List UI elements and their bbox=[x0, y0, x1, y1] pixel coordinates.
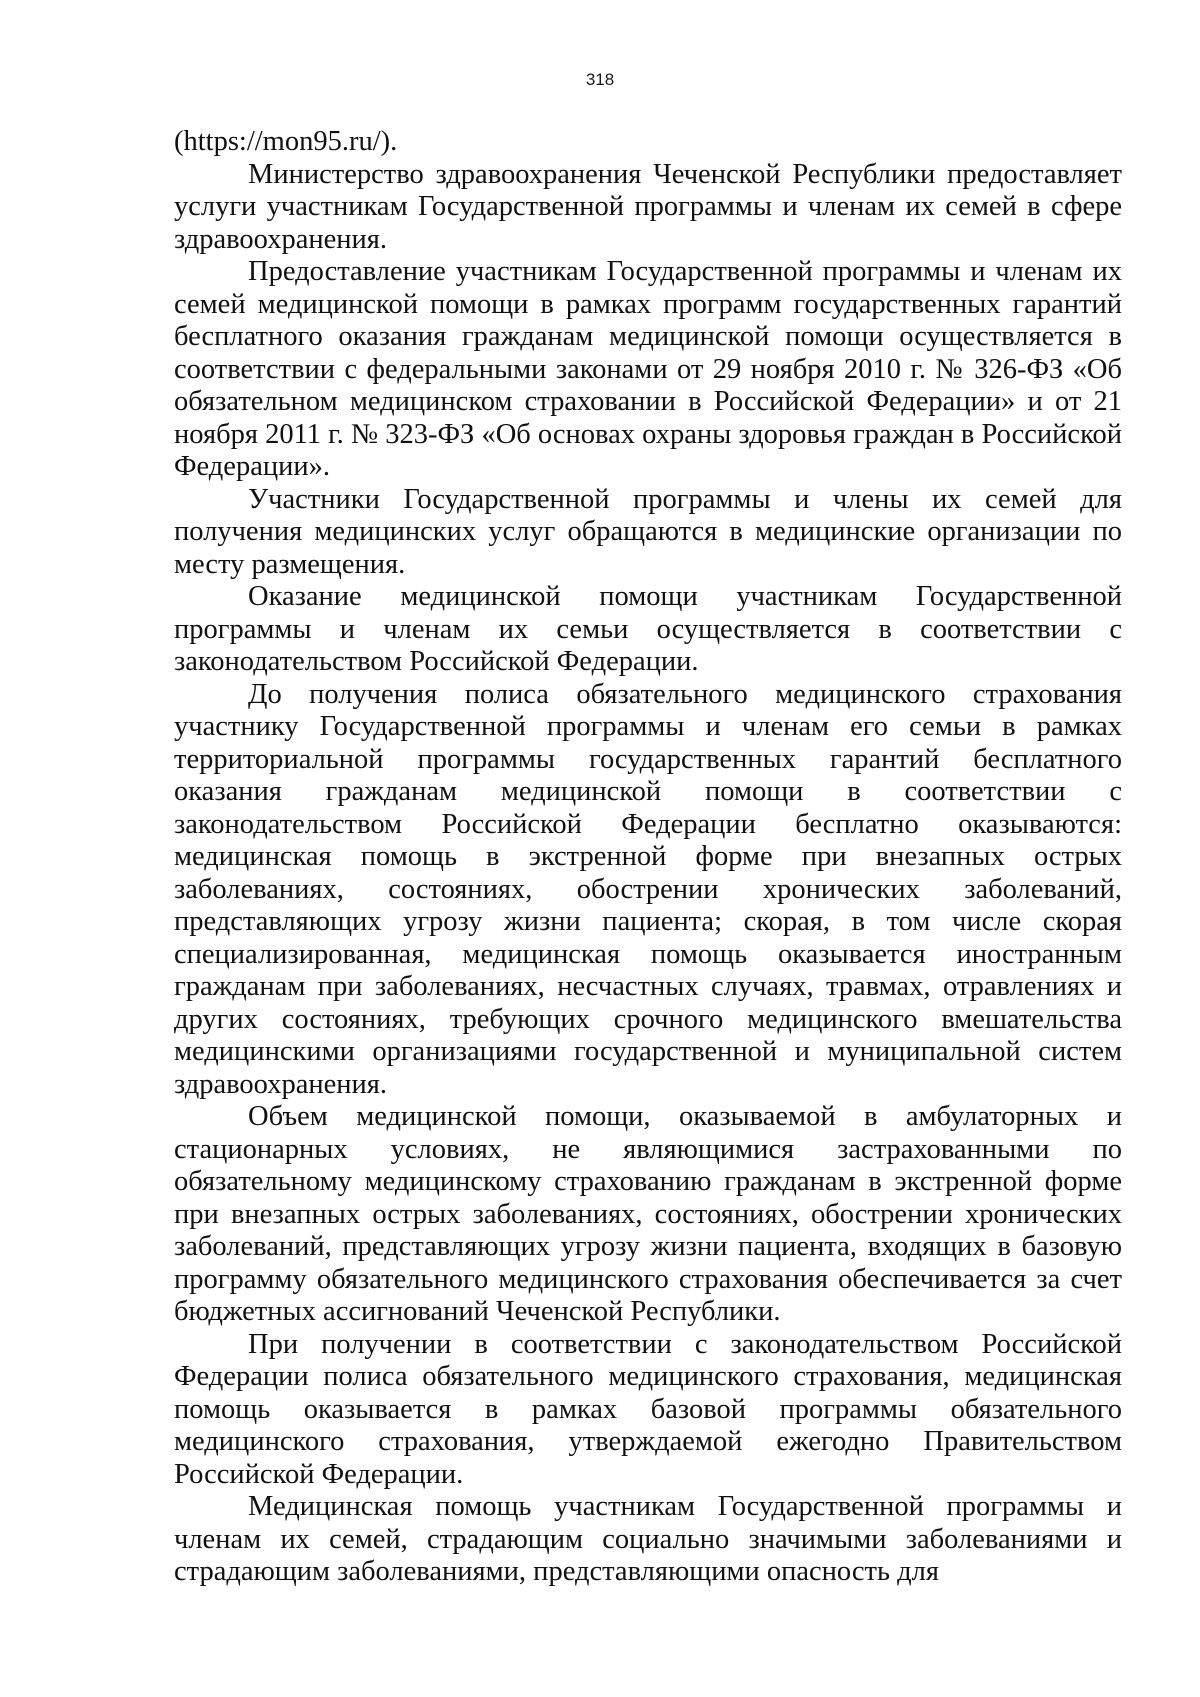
paragraph: Участники Государственной программы и члены их семей для получения медицинских услуг обращаются в медицинские организации по месту размещения. bbox=[174, 483, 1122, 580]
paragraph: Министерство здравоохранения Чеченской Республики предоставляет услуги участникам Государственной программы и членам их семей в сфере здравоохранения. bbox=[174, 158, 1122, 255]
document-body bbox=[174, 126, 1122, 1589]
paragraph-carryover-link: (https://mon95.ru/). bbox=[174, 126, 398, 157]
paragraph: До получения полиса обязательного медицинского страхования участнику Государственной программы и членам его семьи в рамках территориальной программы государственных гарантий бесплатного оказания гражданам медицинской помощи в соответствии с законодательством Российской Федерации бесплатно оказываются: медицинская помощь в экстренной форме при внезапных острых заболеваниях, состояниях, обострении хронических заболеваний, представляющих угрозу жизни пациента; скорая, в том числе скорая специализированная, медицинская помощь оказывается иностранным гражданам при заболеваниях, несчастных случаях, травмах, отравлениях и других состояниях, требующих срочного медицинского вмешательства медицинскими организациями государственной и муниципальной систем здравоохранения. bbox=[174, 678, 1122, 1100]
paragraph: Оказание медицинской помощи участникам Государственной программы и членам их семьи осуществляется в соответствии с законодательством Российской Федерации. bbox=[174, 581, 1122, 677]
paragraph: Объем медицинской помощи, оказываемой в амбулаторных и стационарных условиях, не являющимися застрахованными по обязательному медицинскому страхованию гражданам в экстренной форме при внезапных острых заболеваниях, состояниях, обострении хронических заболеваний, представляющих угрозу жизни пациента, входящих в базовую программу обязательного медицинского страхования обеспечивается за счет бюджетных ассигнований Чеченской Республики. bbox=[174, 1101, 1122, 1327]
paragraph: Предоставление участникам Государственной программы и членам их семей медицинской помощи в рамках программ государственных гарантий бесплатного оказания гражданам медицинской помощи осуществляется в соответствии с федеральными законами от 29 ноября 2010 г. № 326-ФЗ «Об обязательном медицинском страховании в Российской Федерации» и от 21 ноября 2011 г. № 323-ФЗ «Об основах охраны здоровья граждан в Российской Федерации». bbox=[174, 256, 1122, 482]
page-number: 318 bbox=[585, 70, 615, 89]
paragraph: При получении в соответствии с законодательством Российской Федерации полиса обязательного медицинского страхования, медицинская помощь оказывается в рамках базовой программы обязательного медицинского страхования, утверждаемой ежегодно Правительством Российской Федерации. bbox=[174, 1328, 1122, 1490]
paragraph: Медицинская помощь участникам Государственной программы и членам их семей, страдающим социально значимыми заболеваниями и страдающим заболеваниями, представляющими опасность для bbox=[174, 1491, 1122, 1587]
